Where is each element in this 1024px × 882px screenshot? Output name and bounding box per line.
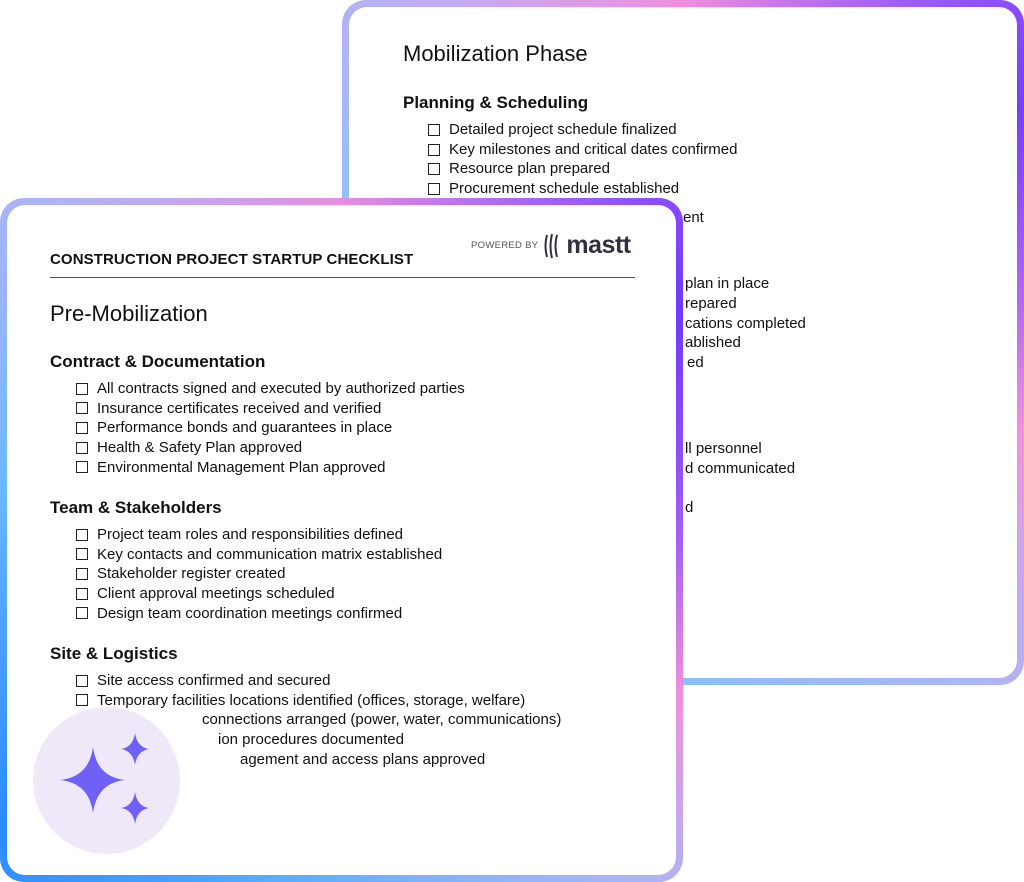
checkbox[interactable] <box>428 163 440 175</box>
item-label: Design team coordination meetings confirmed <box>97 604 403 622</box>
section-title: Contract & Documentation <box>50 352 266 371</box>
item-label: Site access confirmed and secured <box>97 672 331 689</box>
mastt-logo <box>471 231 631 260</box>
checklist-item[interactable] <box>76 672 330 689</box>
checkbox[interactable] <box>76 548 88 560</box>
item-label: Stakeholder register created <box>97 565 286 583</box>
checkbox[interactable] <box>428 124 440 136</box>
checkbox[interactable] <box>428 183 440 195</box>
item-label: Environmental Management Plan approved <box>97 458 386 476</box>
checkbox[interactable] <box>76 422 88 434</box>
checklist-item-fragment: ablished <box>685 334 741 351</box>
item-label: Detailed project schedule finalized <box>449 121 677 138</box>
checklist-item-fragment: d communicated <box>685 460 796 477</box>
checkbox[interactable] <box>76 568 88 580</box>
phase-title: Mobilization Phase <box>403 41 588 66</box>
item-label: Temporary facilities locations identified (offices, storage, welfare) <box>97 691 526 709</box>
checklist-item[interactable] <box>76 439 302 456</box>
checklist-item[interactable] <box>428 142 737 158</box>
item-label: All contracts signed and executed by authorized parties <box>97 380 465 397</box>
checkbox[interactable] <box>76 588 88 600</box>
checklist-item-fragment: ed <box>687 354 704 371</box>
checklist-item[interactable] <box>76 419 392 436</box>
ai-badge[interactable] <box>33 707 180 854</box>
item-label: ion procedures documented <box>218 731 404 749</box>
checklist-item[interactable] <box>76 459 386 476</box>
section-title: Site & Logistics <box>50 644 178 663</box>
item-label: Client approval meetings scheduled <box>97 585 335 603</box>
checklist-item[interactable] <box>76 605 402 622</box>
mastt-logo-icon <box>544 233 560 259</box>
checkbox[interactable] <box>76 402 88 414</box>
divider <box>50 277 635 278</box>
checklist-item[interactable] <box>76 526 403 543</box>
item-label: Key contacts and communication matrix established <box>97 545 443 563</box>
checklist-item[interactable] <box>76 380 465 397</box>
checklist-item-fragment: ll personnel <box>685 440 762 457</box>
item-label: agement and access plans approved <box>240 750 486 768</box>
section-title: Team & Stakeholders <box>50 498 222 517</box>
item-label: Key milestones and critical dates confirmed <box>449 140 738 158</box>
section-title: Planning & Scheduling <box>403 93 589 112</box>
item-label: connections arranged (power, water, communications) <box>202 711 562 729</box>
checklist-item[interactable] <box>219 751 485 768</box>
item-label: Insurance certificates received and verified <box>97 399 382 417</box>
checklist-item[interactable] <box>76 546 442 563</box>
checklist-item[interactable] <box>76 585 335 602</box>
item-label: Project team roles and responsibilities defined <box>97 526 403 543</box>
checklist-item-fragment: ent <box>683 209 704 226</box>
checklist-item[interactable] <box>428 181 679 197</box>
checklist-item[interactable] <box>428 122 677 138</box>
checkbox[interactable] <box>428 144 440 156</box>
checkbox[interactable] <box>76 383 88 395</box>
checklist-item[interactable] <box>197 731 404 748</box>
checklist-item[interactable] <box>76 565 285 582</box>
item-label: Procurement schedule established <box>449 179 680 197</box>
checklist-item-fragment: plan in place <box>685 275 770 292</box>
checkbox[interactable] <box>76 694 88 706</box>
brand-name: mastt <box>566 231 631 259</box>
item-label: Performance bonds and guarantees in place <box>97 419 393 437</box>
checklist-item[interactable] <box>428 161 610 177</box>
item-label: Health & Safety Plan approved <box>97 439 303 457</box>
checklist-item-fragment: d <box>685 499 694 516</box>
sparkles-icon <box>33 707 180 854</box>
checklist-item[interactable] <box>181 711 561 728</box>
phase-title: Pre-Mobilization <box>50 301 208 326</box>
item-label: Resource plan prepared <box>449 160 610 177</box>
checkbox[interactable] <box>76 675 88 687</box>
checkbox[interactable] <box>76 607 88 619</box>
checkbox[interactable] <box>76 461 88 473</box>
document-title: CONSTRUCTION PROJECT STARTUP CHECKLIST <box>50 251 414 268</box>
checkbox[interactable] <box>76 442 88 454</box>
checklist-item-fragment: repared <box>685 295 737 312</box>
checklist-item[interactable] <box>76 400 381 417</box>
checkbox[interactable] <box>76 529 88 541</box>
checklist-item-fragment: cations completed <box>685 315 806 332</box>
powered-by-label: POWERED BY <box>471 240 539 251</box>
